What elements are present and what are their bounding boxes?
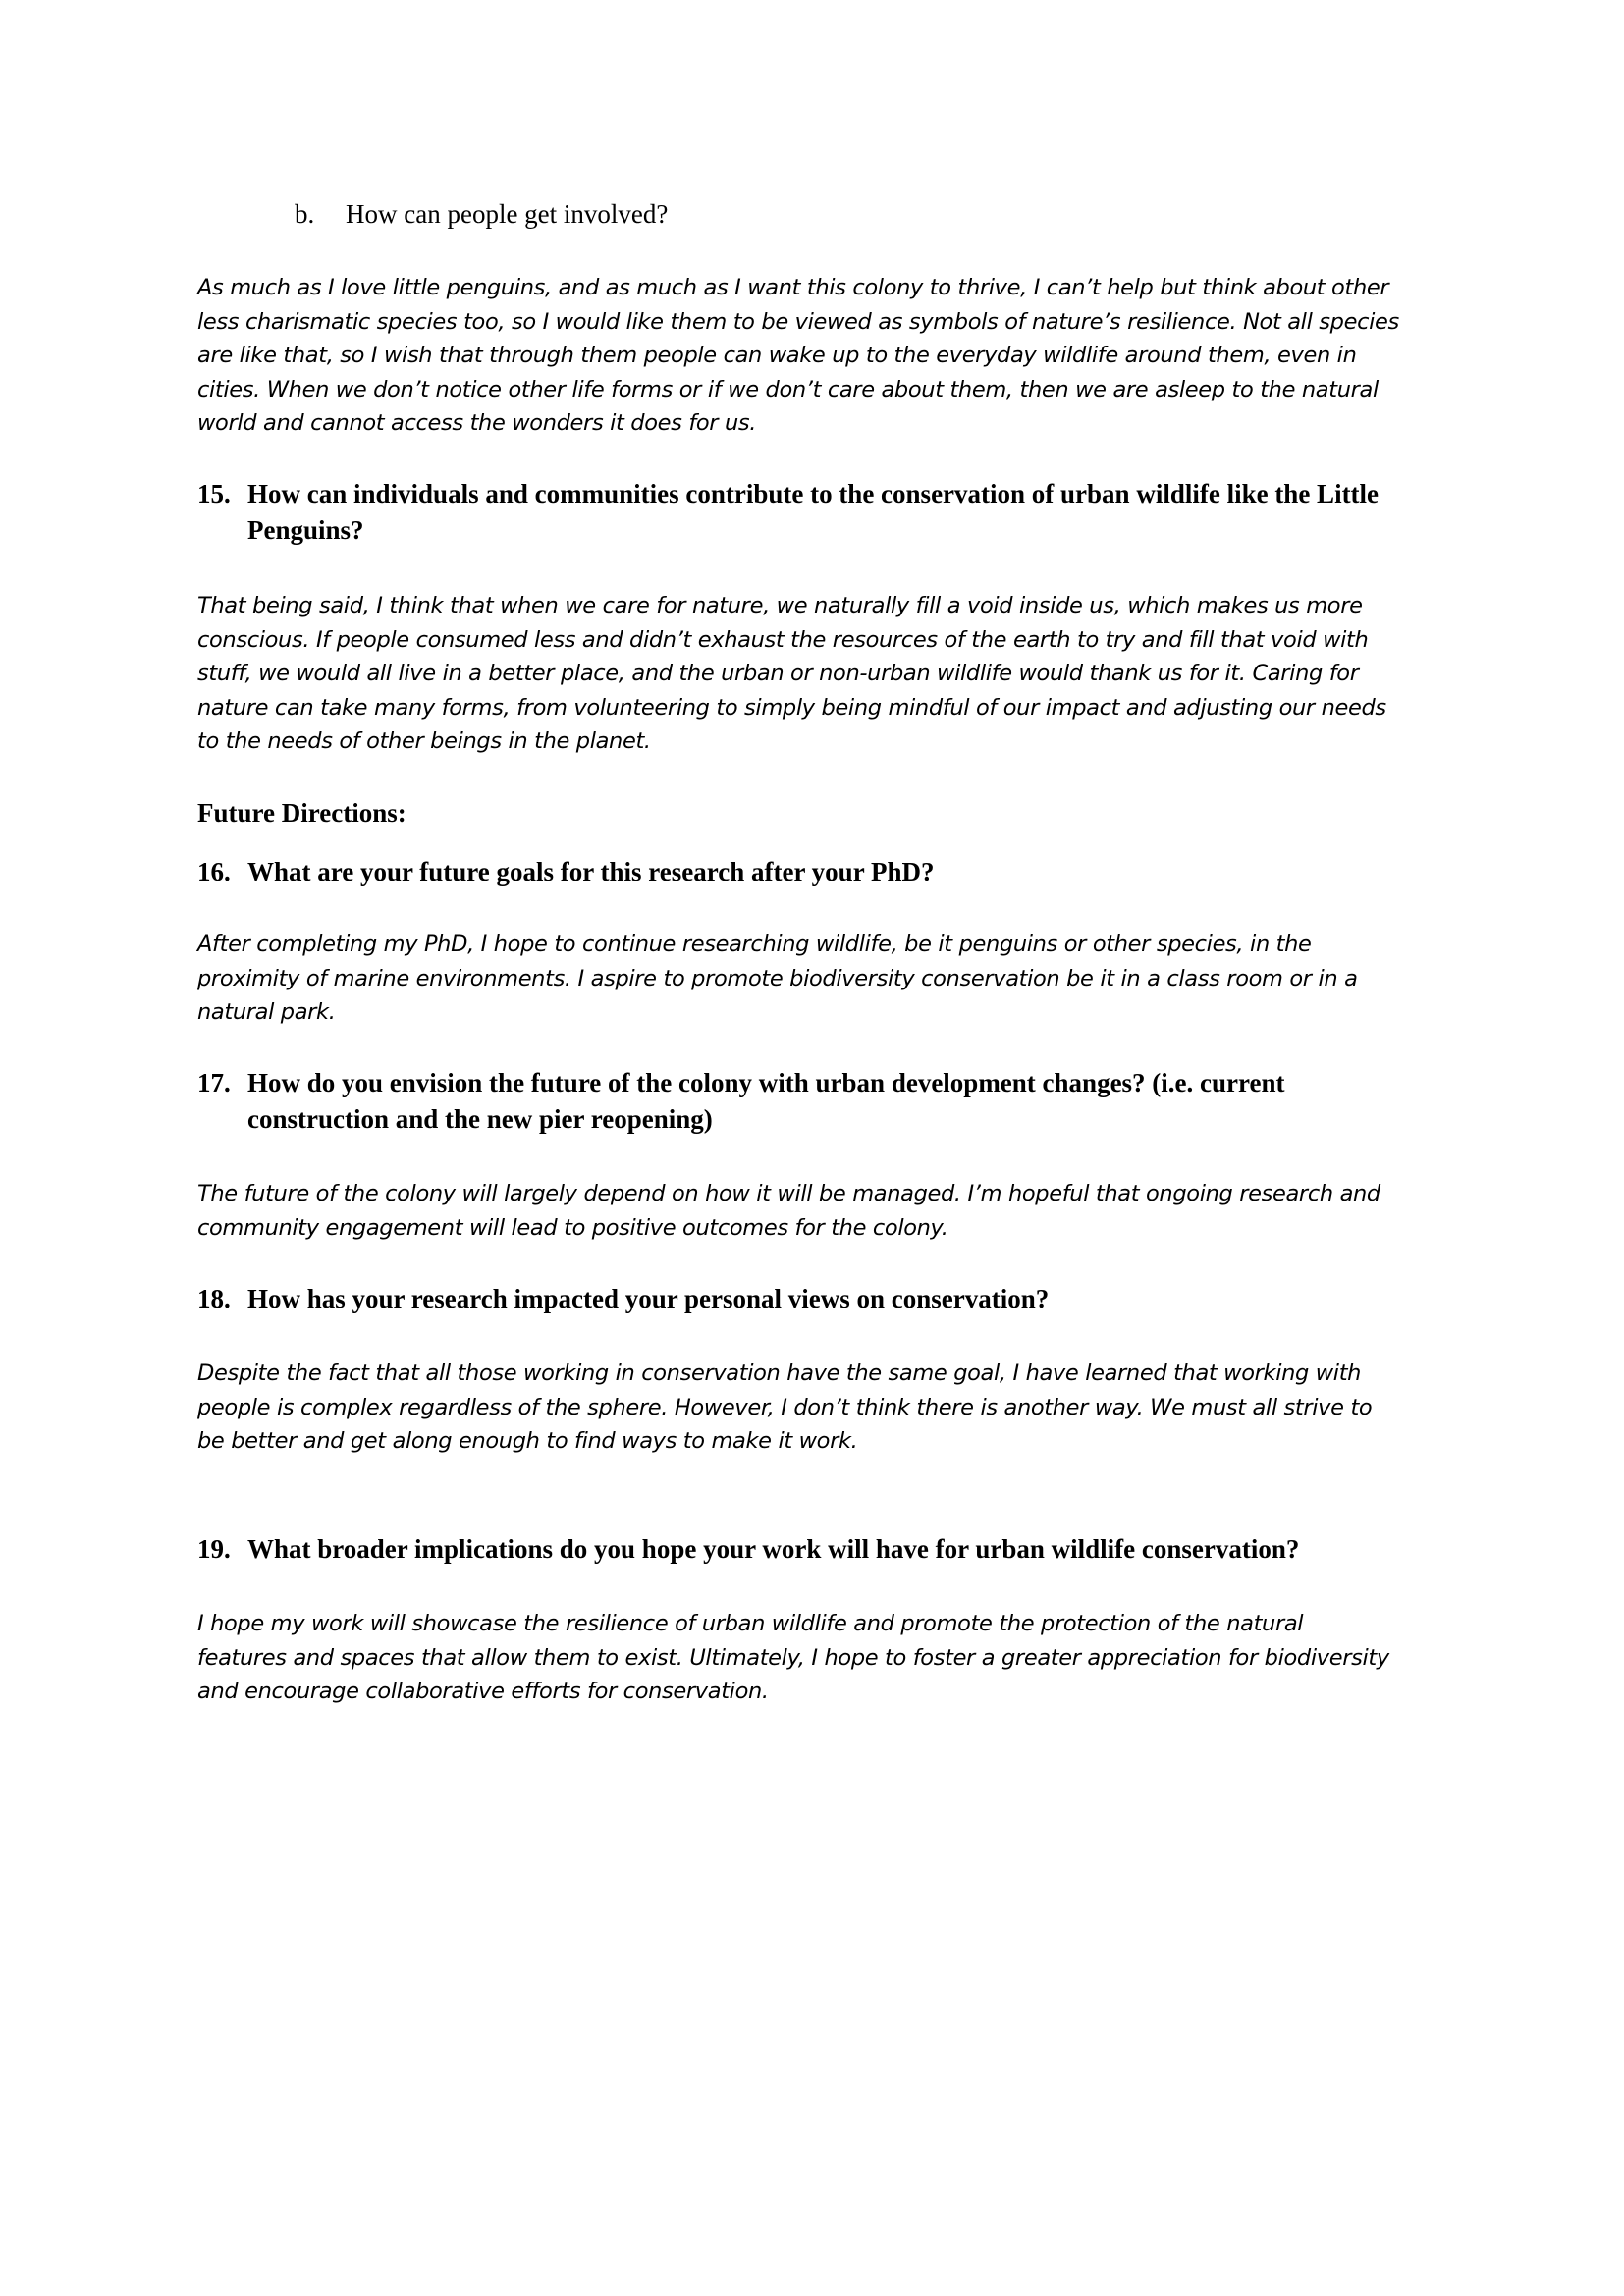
- answer-18: [197, 1357, 1464, 1459]
- question-17: [197, 1065, 1464, 1138]
- answer-line: people is complex regardless of the sphere. However, I don’t think there is another way. We must all strive to: [197, 1394, 1373, 1420]
- section-heading: Future Directions:: [197, 798, 406, 828]
- answer-line: nature can take many forms, from volunteering to simply being mindful of our impact and adjusting our needs: [197, 694, 1386, 721]
- answer-line: As much as I love little penguins, and as much as I want this colony to thrive, I can’t help but think about other: [197, 275, 1389, 300]
- answer-line: That being said, I think that when we care for nature, we naturally fill a void inside us, which makes us more: [197, 593, 1363, 618]
- question-number: 19.: [197, 1534, 231, 1564]
- answer-line: be better and get along enough to find ways to make it work.: [197, 1428, 858, 1454]
- question-text: Penguins?: [247, 515, 364, 545]
- answer-16: [197, 928, 1464, 1030]
- question-text: How do you envision the future of the colony with urban development changes? (i.e. current: [247, 1068, 1285, 1097]
- question-number: 17.: [197, 1068, 231, 1097]
- answer-line: and encourage collaborative efforts for conservation.: [197, 1679, 769, 1704]
- question-text: What are your future goals for this research after your PhD?: [247, 857, 935, 886]
- answer-line: less charismatic species too, so I would like them to be viewed as symbols of nature’s resilience. Not all species: [197, 308, 1399, 335]
- sub-question-b: [295, 196, 668, 232]
- answer-15: [197, 589, 1464, 759]
- answer-line: community engagement will lead to positive outcomes for the colony.: [197, 1214, 948, 1241]
- question-18: [197, 1281, 1464, 1317]
- answer-19: [197, 1607, 1464, 1709]
- answer-line: cities. When we don’t notice other life forms or if we don’t care about them, then we are asleep to the natural: [197, 376, 1379, 402]
- answer-line: Despite the fact that all those working in conservation have the same goal, I have learned that working with: [197, 1361, 1362, 1386]
- question-15: [197, 476, 1464, 549]
- sub-question-letter: b.: [295, 199, 315, 229]
- answer-line: features and spaces that allow them to exist. Ultimately, I hope to foster a greater appreciation for biodiversity: [197, 1644, 1389, 1671]
- question-text: How has your research impacted your personal views on conservation?: [247, 1284, 1050, 1313]
- question-text: What broader implications do you hope your work will have for urban wildlife conservation?: [247, 1534, 1300, 1564]
- question-number: 16.: [197, 857, 231, 886]
- answer-line: proximity of marine environments. I aspire to promote biodiversity conservation be it in a class room or in a: [197, 965, 1358, 991]
- answer-line: The future of the colony will largely depend on how it will be managed. I’m hopeful that ongoing research and: [197, 1181, 1380, 1206]
- answer-line: stuff, we would all live in a better place, and the urban or non-urban wildlife would thank us for it. Caring for: [197, 661, 1359, 686]
- answer-line: world and cannot access the wonders it does for us.: [197, 410, 757, 436]
- question-number: 15.: [197, 479, 231, 508]
- answer-line: are like that, so I wish that through them people can wake up to the everyday wildlife around them, even in: [197, 343, 1357, 368]
- question-text: construction and the new pier reopening): [247, 1104, 713, 1134]
- question-16: [197, 854, 1464, 890]
- answer-line: to the needs of other beings in the planet.: [197, 728, 651, 754]
- answer-line: I hope my work will showcase the resilience of urban wildlife and promote the protection of the natural: [197, 1611, 1304, 1636]
- sub-question-text: How can people get involved?: [346, 199, 669, 229]
- question-text: How can individuals and communities contribute to the conservation of urban wildlife like the Little: [247, 479, 1380, 508]
- question-number: 18.: [197, 1284, 231, 1313]
- answer-b: [197, 271, 1464, 441]
- answer-17: [197, 1177, 1464, 1245]
- answer-line: natural park.: [197, 999, 336, 1025]
- answer-line: conscious. If people consumed less and didn’t exhaust the resources of the earth to try and fill that void with: [197, 626, 1369, 653]
- question-19: [197, 1531, 1464, 1568]
- answer-line: After completing my PhD, I hope to continue researching wildlife, be it penguins or other species, in the: [197, 932, 1312, 957]
